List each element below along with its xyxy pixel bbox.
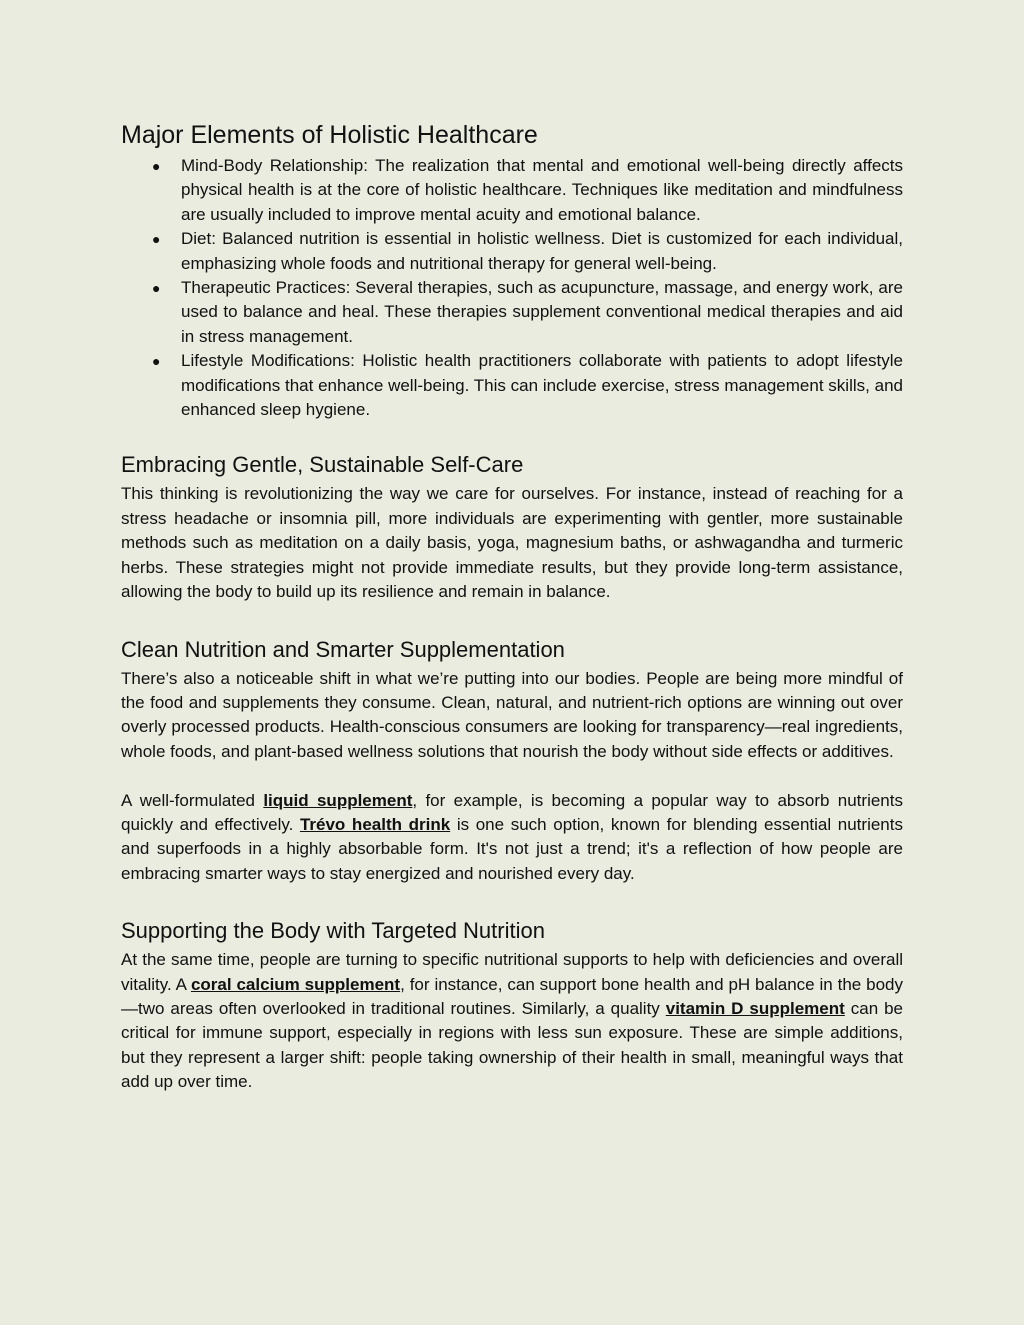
paragraph-text: , for example, is becoming a popular way to absorb nutrients quickly and effectively. bbox=[121, 790, 903, 834]
vitamin-d-supplement-link[interactable]: vitamin D supplement bbox=[665, 998, 845, 1018]
paragraph-targeted-nutrition bbox=[121, 948, 903, 1094]
paragraph-gentle-self-care: This thinking is revolutionizing the way we care for ourselves. For instance, instead of reaching for a stress headache or insomnia pill, more individuals are experimenting with gentler, more sustainable methods such as meditation on a daily basis, yoga, magnesium baths, or ashwagandha and turmeric herbs. These strategies might not provide immediate results, but they provide long-term assistance, allowing the body to build up its resilience and remain in balance. bbox=[121, 484, 903, 602]
trevo-health-drink-link[interactable]: Trévo health drink bbox=[299, 814, 451, 834]
heading-major-elements: Major Elements of Holistic Healthcare bbox=[121, 121, 538, 149]
heading-clean-nutrition: Clean Nutrition and Smarter Supplementation bbox=[121, 636, 565, 662]
list-item bbox=[121, 349, 903, 422]
list-item-text: Therapeutic Practices: Several therapies, such as acupuncture, massage, and energy work, are used to balance and heal. These therapies supplement conventional medical therapies and aid in stress management. bbox=[181, 278, 903, 346]
list-item bbox=[121, 227, 903, 276]
list-item-text: Mind-Body Relationship: The realization that mental and emotional well-being directly affects physical health is at the core of holistic healthcare. Techniques like meditation and mindfulness are usually included to improve mental acuity and emotional balance. bbox=[181, 156, 903, 224]
list-item-text: Lifestyle Modifications: Holistic health practitioners collaborate with patients to adopt lifestyle modifications that enhance well-being. This can include exercise, stress management skills, and enhanced sleep hygiene. bbox=[181, 351, 903, 420]
paragraph-text: At the same time, people are turning to specific nutritional supports to help with deficiencies and overall vitality. A bbox=[121, 950, 903, 994]
bullet-icon: ● bbox=[152, 158, 161, 174]
paragraph-clean-nutrition: There’s also a noticeable shift in what we’re putting into our bodies. People are being more mindful of the food and supplements they consume. Clean, natural, and nutrient-rich options are winning out over overly processed products. Health-conscious consumers are looking for transparency—real ingredients, whole foods, and plant-based wellness solutions that nourish the body without side effects or additives. bbox=[121, 668, 903, 761]
liquid-supplement-link[interactable]: liquid supplement bbox=[263, 790, 413, 810]
coral-calcium-supplement-link[interactable]: coral calcium supplement bbox=[190, 974, 401, 994]
paragraph-text: can be critical for immune support, especially in regions with less sun exposure. These are simple additions, but they represent a larger shift: people taking ownership of their health in small, meaningful ways that add up over time. bbox=[121, 998, 904, 1092]
bullet-icon: ● bbox=[152, 353, 161, 370]
document-page bbox=[121, 118, 903, 1095]
list-item bbox=[121, 276, 903, 349]
major-elements-list bbox=[121, 154, 903, 422]
paragraph-text: , for instance, can support bone health and pH balance in the body—two areas often overlooked in traditional routines. Similarly, a quality bbox=[121, 974, 904, 1018]
list-item-text: Diet: Balanced nutrition is essential in holistic wellness. Diet is customized for each individual, emphasizing whole foods and nutritional therapy for general well-being. bbox=[181, 229, 903, 273]
paragraph-text: A well-formulated bbox=[121, 790, 264, 810]
list-item bbox=[121, 154, 903, 227]
heading-gentle-self-care: Embracing Gentle, Sustainable Self-Care bbox=[121, 452, 524, 478]
heading-targeted-nutrition: Supporting the Body with Targeted Nutrition bbox=[121, 918, 545, 944]
paragraph-text: is one such option, known for blending essential nutrients and superfoods in a highly absorbable form. It's not just a trend; it's a reflection of how people are embracing smarter ways to stay energized and nourished every day. bbox=[121, 814, 903, 883]
bullet-icon: ● bbox=[152, 280, 161, 297]
paragraph-liquid-supplement bbox=[121, 789, 903, 887]
bullet-icon: ● bbox=[152, 231, 161, 248]
